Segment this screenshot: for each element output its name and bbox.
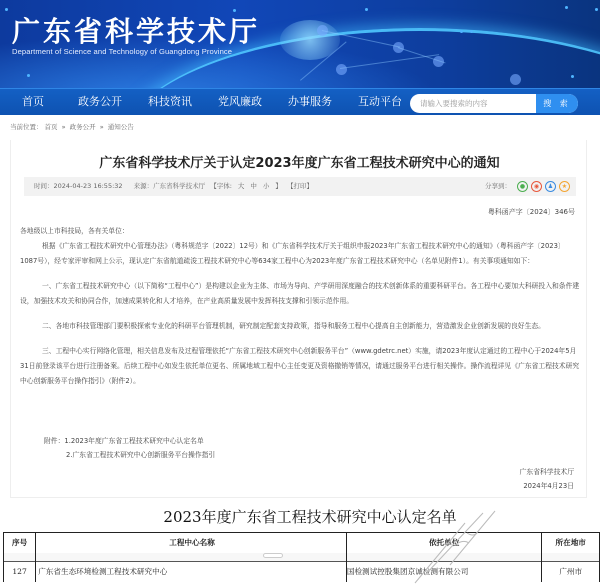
font-size-label: 【字体: [210, 182, 232, 190]
main-nav [0, 88, 600, 115]
center-list-table [3, 532, 600, 582]
breadcrumb-notices[interactable]: 通知公告 [107, 123, 134, 131]
font-size-small[interactable]: 小 [262, 182, 270, 190]
list-title: 2023年度广东省工程技术研究中心认定名单 [163, 508, 457, 526]
site-title: 广东省科学技术厅 [12, 15, 261, 48]
table-row [4, 562, 600, 582]
share-label: 分享到： [485, 182, 511, 190]
paragraph-3: 三、工程中心实行网络化管理，相关信息发布及过程管理依托“广东省工程技术研究中心创新服务平台”（www.gdetrc.net）实施，请2023年度认定通过的工程中心于2024年5月31日前登录该平台进行注册备案。后续工程中心如发生依托单位更名、所属地域工程中心主任变更及资格撤销等情况，请通过服务平台进行相关操作。操作流程详见《广东省工程技术研究中心创新服务平台操作指引》（附件2）。 [20, 347, 580, 385]
nav-item-party-integrity[interactable]: 党风廉政 [218, 95, 262, 108]
breadcrumb-separator: » [99, 123, 104, 131]
qzone-share-icon[interactable]: ★ [559, 181, 570, 192]
nav-item-services[interactable]: 办事服务 [288, 95, 332, 108]
star-dot [27, 74, 30, 77]
share-bar [485, 177, 570, 196]
qq-share-icon[interactable]: ♟ [545, 181, 556, 192]
article-source: 来源：广东省科学技术厅 [133, 182, 206, 190]
nav-item-government-affairs[interactable]: 政务公开 [78, 95, 122, 108]
publish-time: 时间：2024-04-23 16:55:32 [34, 182, 123, 190]
signature-date: 2024年4月23日 [523, 482, 574, 490]
nav-item-tech-news[interactable]: 科技资讯 [148, 95, 192, 108]
network-node [336, 64, 347, 75]
signature-org: 广东省科学技术厅 [519, 468, 574, 476]
attachment-2-link[interactable]: 2.广东省工程技术研究中心创新服务平台操作指引 [66, 451, 216, 459]
search-button[interactable]: 搜 索 [536, 94, 578, 113]
cell-city: 广州市 [542, 562, 600, 582]
font-size-large[interactable]: 大 [237, 182, 245, 190]
wechat-share-icon[interactable]: ● [517, 181, 528, 192]
font-size-close: 】 [275, 182, 282, 190]
article-meta-bar [24, 177, 576, 196]
weibo-share-icon[interactable]: ◉ [531, 181, 542, 192]
image-splice-handle [263, 553, 283, 558]
gap-cell [346, 553, 542, 562]
attachments [44, 434, 215, 462]
star-dot [5, 8, 8, 11]
document-number: 粤科函产字〔2024〕346号 [487, 208, 575, 216]
star-dot [460, 30, 463, 33]
cell-host-unit: 国检测试控股集团京诚检测有限公司 [346, 562, 542, 582]
nav-item-interaction[interactable]: 互动平台 [358, 95, 402, 108]
signature-block [520, 465, 574, 493]
gap-cell [36, 553, 347, 562]
network-node [510, 74, 521, 85]
font-size-medium[interactable]: 中 [250, 182, 257, 190]
site-subtitle: Department of Science and Technology of Guangdong Province [12, 47, 233, 56]
star-dot [595, 8, 598, 11]
column-header-city: 所在地市 [542, 533, 600, 553]
paragraph-1: 一、广东省工程技术研究中心（以下简称“工程中心”）是构建以企业为主体、市场为导向、产学研用深度融合的技术创新体系的重要科研平台。各工程中心要加大科研投入和条件建设，加强技术攻关和协同合作，加速成果转化和人才培养，在产业高质量发展中发挥科技支撑和引领示范作用。 [20, 282, 580, 305]
breadcrumb [0, 115, 600, 139]
paragraph-2: 二、各地市科技管理部门要积极探索专业化的科研平台管理机制，研究制定配套支持政策，指导和服务工程中心提高自主创新能力，营造激发企业创新发展的良好生态。 [42, 322, 545, 330]
salutation: 各地级以上市科技局，各有关单位： [20, 227, 129, 235]
column-header-host-unit: 依托单位 [346, 533, 542, 553]
column-header-center-name: 工程中心名称 [36, 533, 347, 553]
column-header-index: 序号 [4, 533, 36, 553]
article-title: 广东省科学技术厅关于认定2023年度广东省工程技术研究中心的通知 [99, 156, 500, 171]
font-size-controls [207, 182, 287, 190]
print-link[interactable]: 【打印】 [286, 182, 313, 190]
search-input[interactable] [410, 94, 536, 113]
cell-center-name: 广东省生态环境检测工程技术研究中心 [36, 562, 347, 582]
breadcrumb-government-affairs[interactable]: 政务公开 [69, 123, 96, 131]
breadcrumb-separator: » [61, 123, 66, 131]
star-dot [565, 6, 568, 9]
star-dot [571, 75, 574, 78]
paragraph-intro: 根据《广东省工程技术研究中心管理办法》（粤科规范字〔2022〕12号）和《广东省科学技术厅关于组织申报2023年广东省工程技术研究中心的通知》（粤科函产字〔2023〕1087号），经专家评审和网上公示，现认定广东省航道疏浚工程技术研究中心等634家工程中心为2023年度广东省工程技术研究中心（名单见附件1）。有关事项通知如下： [20, 242, 565, 265]
table-header-row [4, 533, 600, 553]
article-body [20, 224, 580, 389]
search-box [410, 94, 578, 113]
cell-index: 127 [4, 562, 36, 582]
breadcrumb-label: 当前位置： [10, 123, 43, 131]
attachment-1-link[interactable]: 1.2023年度广东省工程技术研究中心认定名单 [64, 437, 204, 445]
star-dot [365, 8, 368, 11]
breadcrumb-home[interactable]: 首页 [44, 123, 58, 131]
nav-item-home[interactable]: 首页 [22, 95, 44, 108]
attachments-label: 附件： [44, 437, 65, 445]
gap-cell [542, 553, 600, 562]
star-dot [470, 30, 473, 33]
gap-cell [4, 553, 36, 562]
article-panel [10, 140, 587, 498]
table-gap-row [4, 553, 600, 562]
site-banner [0, 0, 600, 88]
